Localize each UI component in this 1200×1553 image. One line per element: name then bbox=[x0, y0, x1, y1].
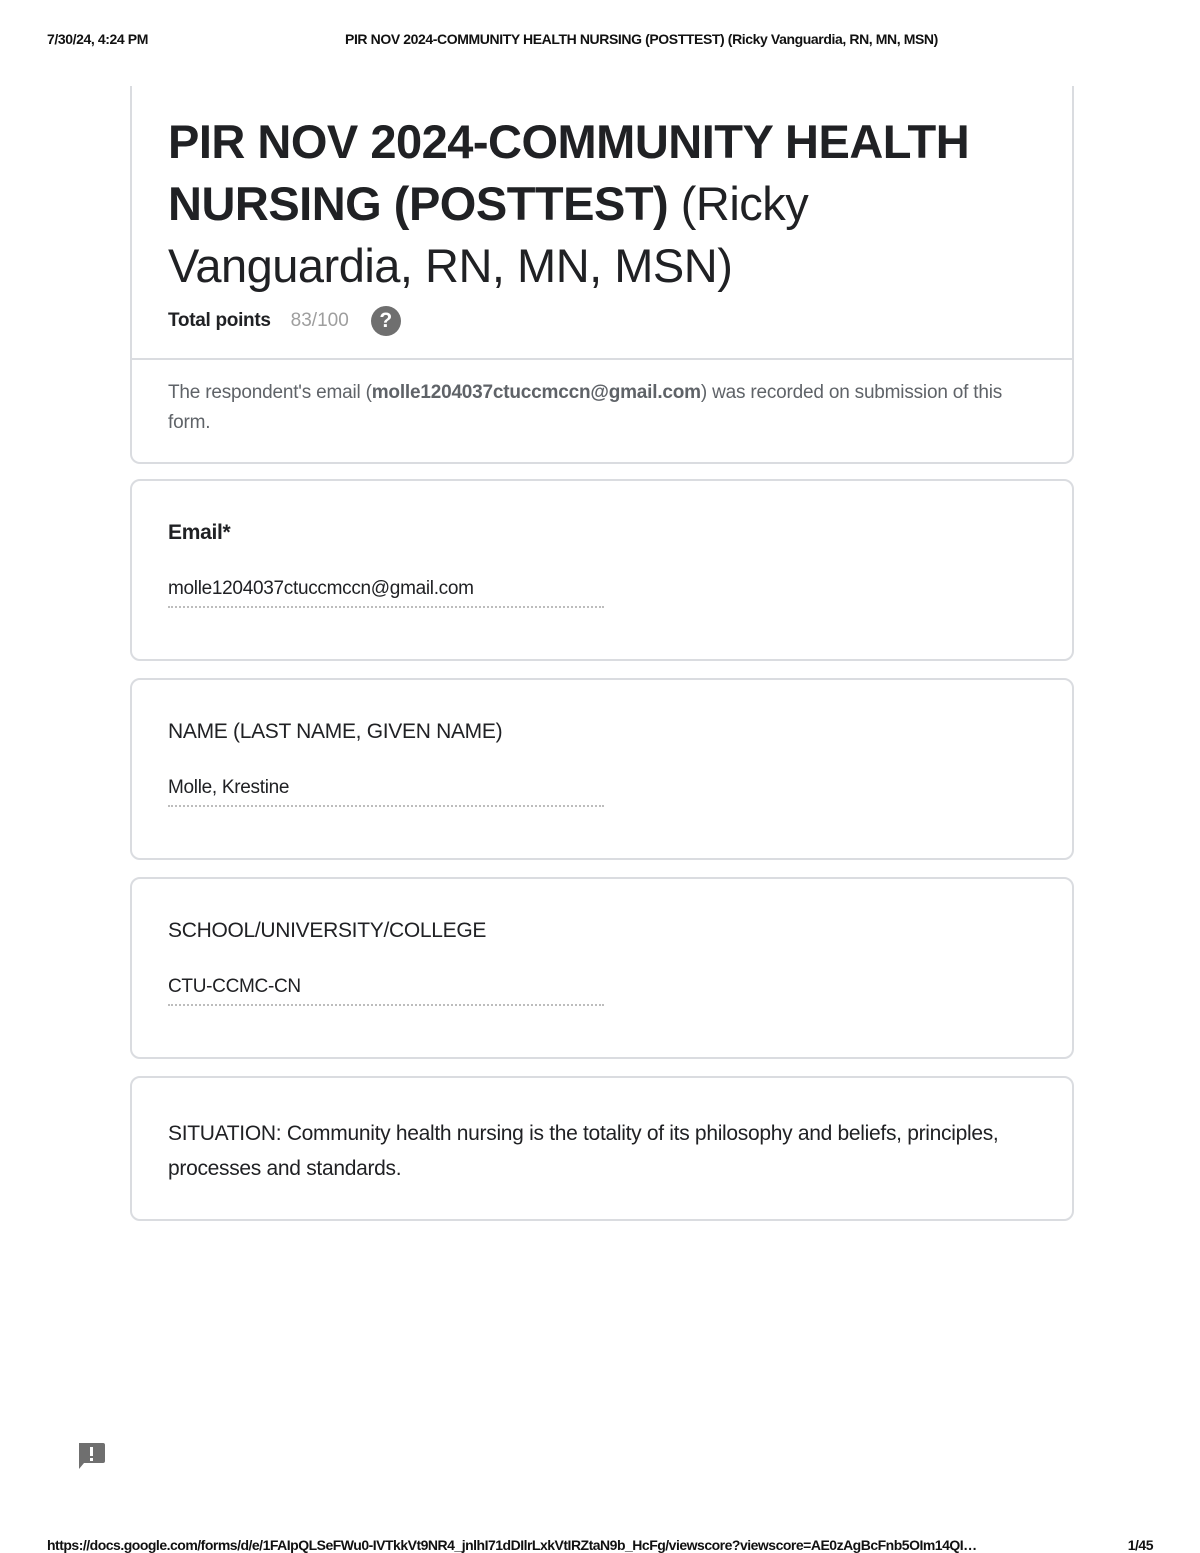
total-points-value: 83/100 bbox=[290, 310, 349, 331]
print-url: https://docs.google.com/forms/d/e/1FAIpQLSeFWu0-IVTkkVt9NR4_jnlhI71dDIlrLxkVtIRZtaN9b_HcFg/viewscore?viewscore=AE0zAgBcFnb5OIm14QI… bbox=[47, 1537, 977, 1553]
form-header-card bbox=[130, 86, 1074, 464]
question-circle-icon[interactable]: ? bbox=[371, 306, 401, 336]
print-datetime: 7/30/24, 4:24 PM bbox=[47, 31, 148, 47]
total-points-row bbox=[168, 304, 401, 338]
situation-card bbox=[130, 1076, 1074, 1221]
form-title-main: PIR NOV 2024-COMMUNITY HEALTH NURSING (POSTTEST) bbox=[168, 115, 970, 230]
feedback-exclamation-icon[interactable] bbox=[76, 1442, 106, 1470]
form-title-author: (Ricky Vanguardia, RN, MN, MSN) bbox=[168, 177, 809, 292]
answer-school: CTU-CCMC-CN bbox=[168, 976, 604, 1006]
email-note-suffix: ) was recorded on submission of this form. bbox=[168, 382, 1003, 433]
question-card-school bbox=[130, 877, 1074, 1059]
total-points-label: Total points bbox=[168, 310, 271, 331]
form-title bbox=[168, 111, 1028, 297]
print-footer bbox=[47, 1537, 1153, 1553]
question-label-name: NAME (LAST NAME, GIVEN NAME) bbox=[168, 720, 503, 743]
print-doc-title: PIR NOV 2024-COMMUNITY HEALTH NURSING (POSTTEST) (Ricky Vanguardia, RN, MN, MSN) bbox=[345, 31, 938, 47]
question-card-name bbox=[130, 678, 1074, 860]
situation-text: SITUATION: Community health nursing is the totality of its philosophy and beliefs, principles, processes and standards. bbox=[168, 1122, 999, 1180]
print-header bbox=[47, 31, 1153, 49]
question-card-email bbox=[130, 479, 1074, 661]
print-page-number: 1/45 bbox=[1127, 1537, 1153, 1553]
question-label-school: SCHOOL/UNIVERSITY/COLLEGE bbox=[168, 919, 487, 942]
answer-name: Molle, Krestine bbox=[168, 777, 604, 807]
email-note-prefix: The respondent's email ( bbox=[168, 382, 372, 403]
email-note-address: molle1204037ctuccmccn@gmail.com bbox=[371, 382, 701, 403]
question-label-email: Email* bbox=[168, 521, 231, 544]
header-divider bbox=[130, 358, 1074, 360]
answer-email: molle1204037ctuccmccn@gmail.com bbox=[168, 578, 604, 608]
respondent-email-note bbox=[168, 378, 1028, 438]
